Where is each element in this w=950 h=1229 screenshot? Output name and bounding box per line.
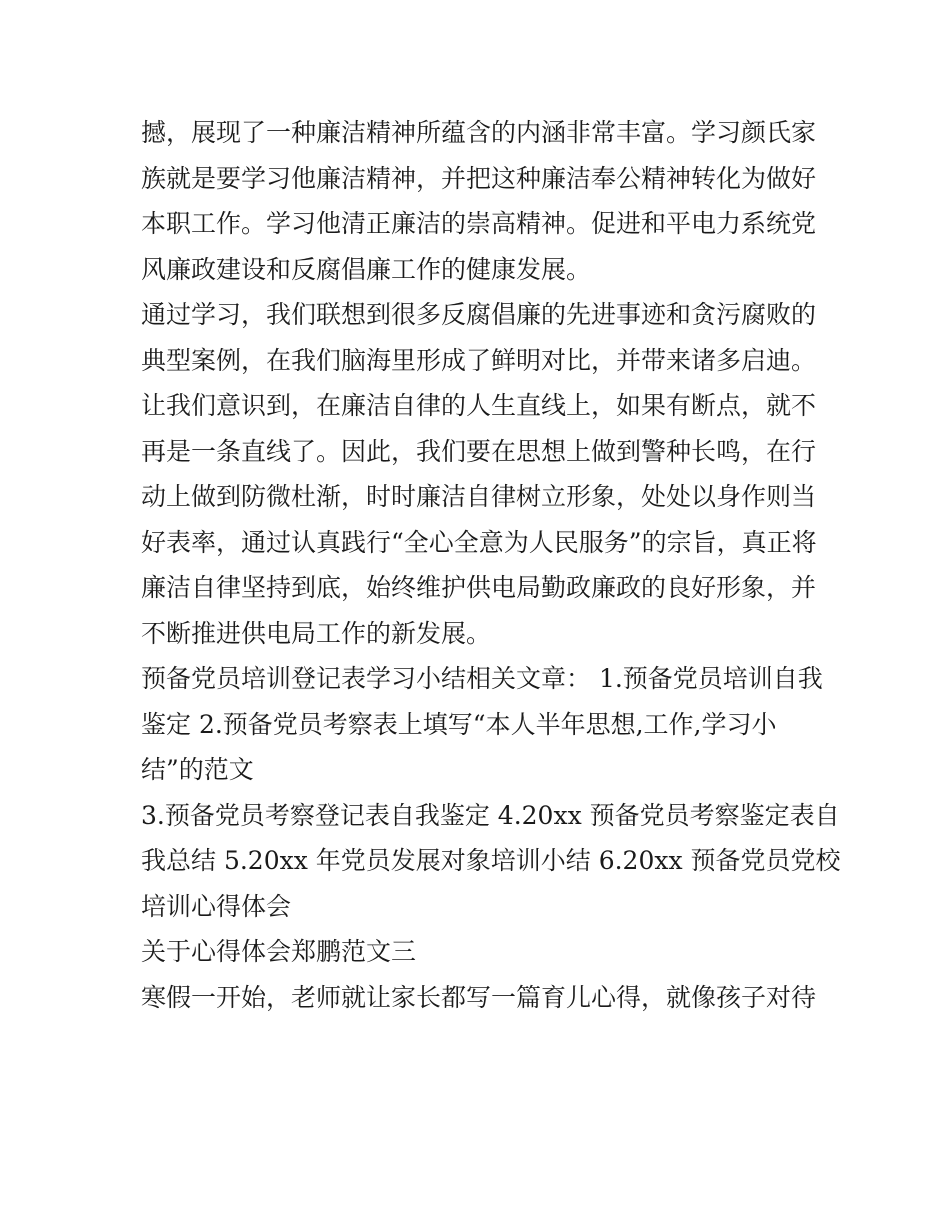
related-articles-line: 培训心得体会 xyxy=(141,891,292,921)
text-line: 寒假一开始，老师就让家长都写一篇育儿心得，就像孩子对待 xyxy=(141,982,817,1012)
text-line: 典型案例，在我们脑海里形成了鲜明对比，并带来诸多启迪。 xyxy=(141,345,817,375)
text-line: 廉洁自律坚持到底，始终维护供电局勤政廉政的良好形象，并 xyxy=(141,573,817,602)
body-text xyxy=(141,110,841,1020)
text-line: 好表率，通过认真践行“全心全意为人民服务”的宗旨，真正将 xyxy=(141,527,817,557)
text-line: 风廉政建设和反腐倡廉工作的健康发展。 xyxy=(141,254,592,284)
text-line: 再是一条直线了。因此，我们要在思想上做到警种长鸣，在行 xyxy=(141,436,817,466)
section-heading: 关于心得体会郑鹏范文三 xyxy=(141,937,417,966)
related-articles-line: 预备党员培训登记表学习小结相关文章： 1.预备党员培训自我 xyxy=(141,664,823,693)
text-line: 撼，展现了一种廉洁精神所蕴含的内涵非常丰富。学习颜氏家 xyxy=(141,118,817,147)
related-articles-line: 我总结 5.20xx 年党员发展对象培训小结 6.20xx 预备党员党校 xyxy=(141,846,841,875)
related-articles-line: 鉴定 2.预备党员考察表上填写“本人半年思想,工作,学习小 xyxy=(141,709,777,739)
text-line: 通过学习，我们联想到很多反腐倡廉的先进事迹和贪污腐败的 xyxy=(141,300,817,329)
text-line: 动上做到防微杜渐，时时廉洁自律树立形象，处处以身作则当 xyxy=(141,482,817,511)
related-articles-line: 结”的范文 xyxy=(141,755,254,784)
text-line: 本职工作。学习他清正廉洁的崇高精神。促进和平电力系统党 xyxy=(141,209,817,238)
text-line: 不断推进供电局工作的新发展。 xyxy=(141,618,492,648)
text-line: 族就是要学习他廉洁精神，并把这种廉洁奉公精神转化为做好 xyxy=(141,163,817,193)
text-line: 让我们意识到，在廉洁自律的人生直线上，如果有断点，就不 xyxy=(141,391,817,420)
related-articles-line: 3.预备党员考察登记表自我鉴定 4.20xx 预备党员考察鉴定表自 xyxy=(141,800,840,830)
